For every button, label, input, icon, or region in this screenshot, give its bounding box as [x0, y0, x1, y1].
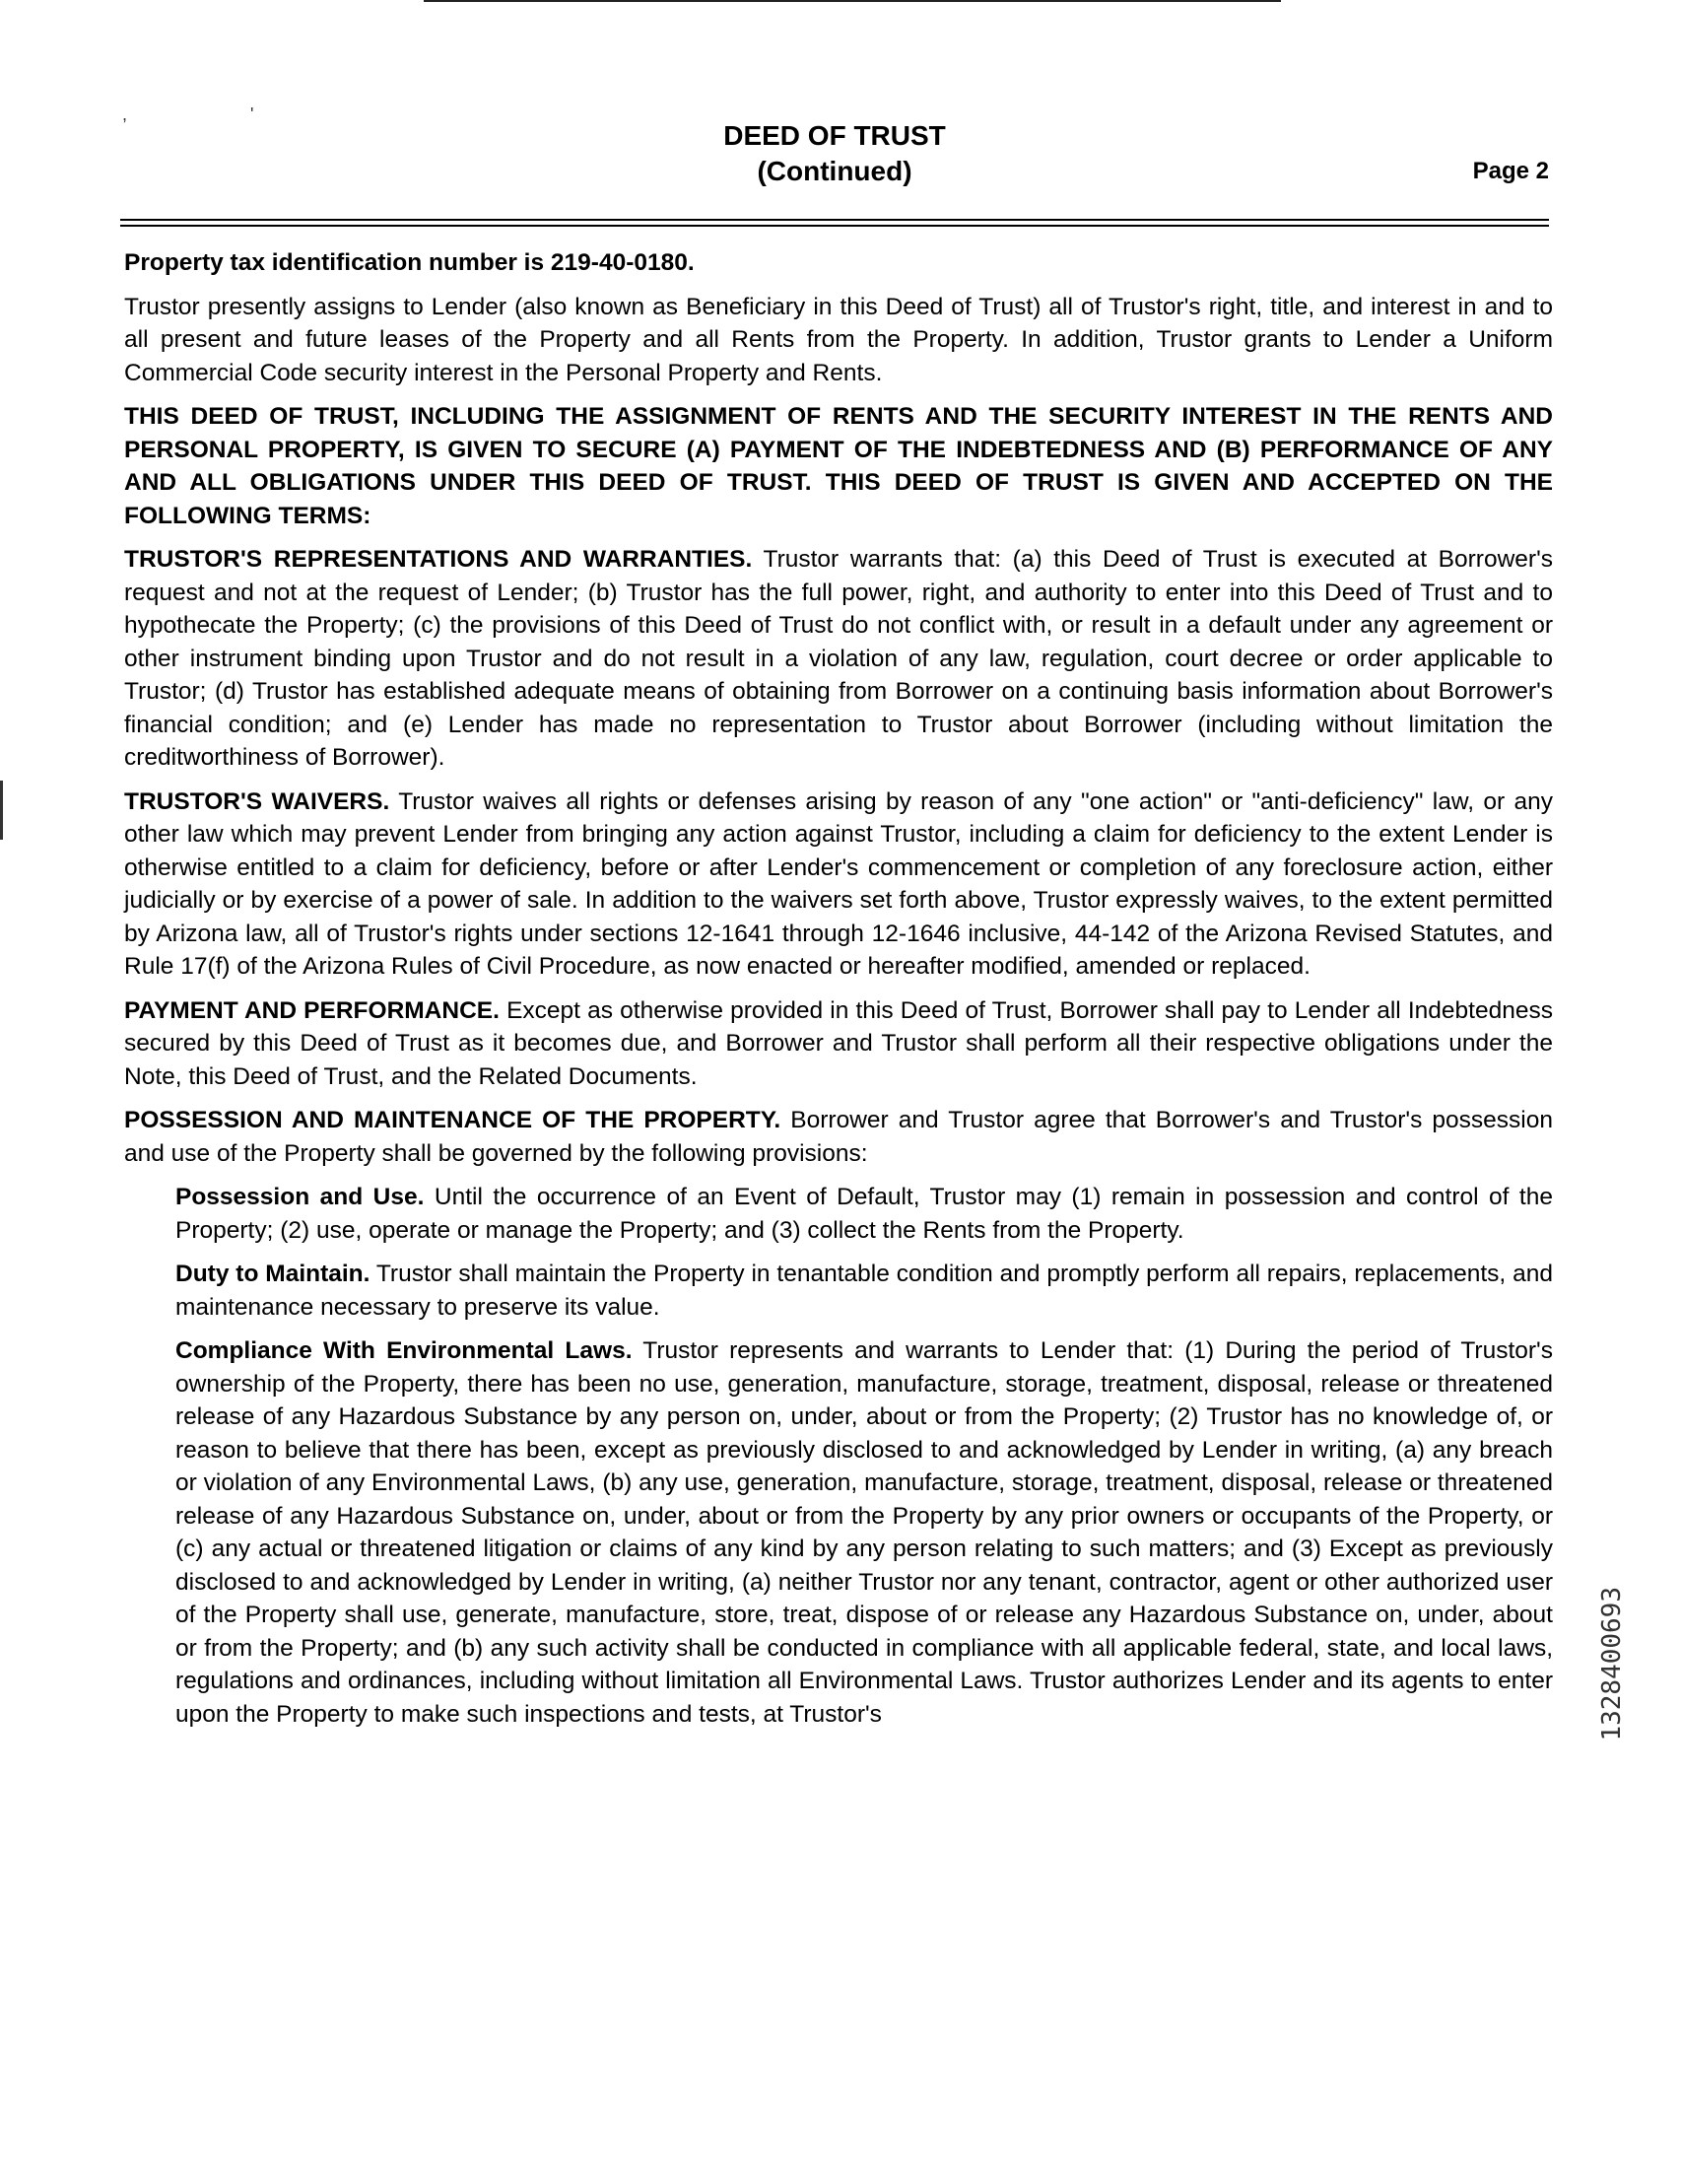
payment-body: Except as otherwise provided in this Deed of Trust, Borrower shall pay to Lender all Indebtedness secured by this Deed of Trust as it becomes due, and Borrower and Trustor shall perform all their respective obligations under the Note, this Deed of Trust, and the Related Documents.	[124, 996, 1553, 1090]
representations-heading: TRUSTOR'S REPRESENTATIONS AND WARRANTIES.	[124, 546, 753, 573]
scan-edge-mark	[0, 781, 3, 840]
possession-use-heading: Possession and Use.	[175, 1184, 425, 1210]
possession-paragraph	[124, 1104, 1553, 1170]
waivers-paragraph	[124, 785, 1553, 984]
duty-paragraph	[175, 1258, 1553, 1324]
recording-number: 1328400693	[1597, 1587, 1627, 1741]
waivers-heading: TRUSTOR'S WAIVERS.	[124, 787, 390, 815]
waivers-body: Trustor waives all rights or defenses arising by reason of any "one action" or "anti-deficiency" law, or any other law which may prevent Lender from bringing any action against Trustor, including a claim for deficiency to the extent Lender is otherwise entitled to a claim for deficiency, before or after Lender's commencement or completion of any foreclosure action, either judicially or by exercise of a power of sale. In addition to the waivers set forth above, Trustor expressly waives, to the extent permitted by Arizona law, all of Trustor's rights under sections 12-1641 through 12-1646 inclusive, 44-142 of the Arizona Revised Statutes, and Rule 17(f) of the Arizona Rules of Civil Procedure, as now enacted or hereafter modified, amended or replaced.	[124, 787, 1553, 980]
duty-body: Trustor shall maintain the Property in tenantable condition and promptly perform all repairs, replacements, and maintenance necessary to preserve its value.	[175, 1261, 1553, 1321]
possession-use-body: Until the occurrence of an Event of Default, Trustor may (1) remain in possession and control of the Property; (2) use, operate or manage the Property; and (3) collect the Rents from the Property.	[175, 1184, 1553, 1244]
assignment-paragraph: Trustor presently assigns to Lender (also known as Beneficiary in this Deed of Trust) all of Trustor's right, title, and interest in and to all present and future leases of the Property and all Rents from the Property. In addition, Trustor grants to Lender a Uniform Commercial Code security interest in the Personal Property and Rents.	[124, 293, 1553, 386]
page-header	[120, 118, 1549, 197]
representations-body: Trustor warrants that: (a) this Deed of Trust is executed at Borrower's request and not at the request of Lender; (b) Trustor has the full power, right, and authority to enter into this Deed of Trust and to hypothecate the Property; (c) the provisions of this Deed of Trust do not conflict with, or result in a default under any agreement or other instrument binding upon Trustor and do not result in a violation of any law, regulation, court decree or order applicable to Trustor; (d) Trustor has established adequate means of obtaining from Borrower on a continuing basis information about Borrower's financial condition; and (e) Lender has made no representation to Trustor about Borrower (including without limitation the creditworthiness of Borrower).	[124, 546, 1553, 771]
header-divider	[120, 219, 1549, 227]
top-edge-rule	[424, 0, 1281, 2]
possession-use-paragraph	[175, 1181, 1553, 1247]
environmental-heading: Compliance With Environmental Laws.	[175, 1337, 633, 1364]
environmental-body: Trustor represents and warrants to Lender that: (1) During the period of Trustor's ownership of the Property, there has been no use, generation, manufacture, storage, treatment, disposal, release or threatened release of any Hazardous Substance by any person on, under, about or from the Property; (2) Trustor has no knowledge of, or reason to believe that there has been, except as previously disclosed to and acknowledged by Lender in writing, (a) any breach or violation of any Environmental Laws, (b) any use, generation, manufacture, storage, treatment, disposal, release or threatened release of any Hazardous Substance on, under, about or from the Property by any prior owners or occupants of the Property, or (c) any actual or threatened litigation or claims of any kind by any person relating to such matters; and (3) Except as previously disclosed to and acknowledged by Lender in writing, (a) neither Trustor nor any tenant, contractor, agent or other authorized user of the Property shall use, generate, manufacture, store, treat, dispose of or release any Hazardous Substance on, under, about or from the Property; and (b) any such activity shall be conducted in compliance with all applicable federal, state, and local laws, regulations and ordinances, including without limitation all Environmental Laws. Trustor authorizes Lender and its agents to enter upon the Property to make such inspections and tests, at Trustor's	[175, 1337, 1553, 1728]
page-number: Page 2	[1472, 158, 1549, 184]
security-caps-paragraph: THIS DEED OF TRUST, INCLUDING THE ASSIGNMENT OF RENTS AND THE SECURITY INTEREST IN THE RENTS AND PERSONAL PROPERTY, IS GIVEN TO SECURE (A) PAYMENT OF THE INDEBTEDNESS AND (B) PERFORMANCE OF ANY AND ALL OBLIGATIONS UNDER THIS DEED OF TRUST. THIS DEED OF TRUST IS GIVEN AND ACCEPTED ON THE FOLLOWING TERMS:	[124, 403, 1553, 529]
document-subtitle: (Continued)	[757, 156, 912, 186]
environmental-paragraph	[175, 1334, 1553, 1731]
possession-body: Borrower and Trustor agree that Borrower's and Trustor's possession and use of the Property shall be governed by the following provisions:	[124, 1107, 1553, 1167]
document-body	[124, 246, 1553, 1741]
payment-paragraph	[124, 994, 1553, 1094]
document-title: DEED OF TRUST	[723, 120, 946, 151]
payment-heading: PAYMENT AND PERFORMANCE.	[124, 996, 500, 1024]
duty-heading: Duty to Maintain.	[175, 1261, 370, 1287]
tax-id-text: Property tax identification number is 219-40-0180.	[124, 249, 695, 276]
possession-heading: POSSESSION AND MAINTENANCE OF THE PROPERTY.	[124, 1107, 781, 1133]
scan-specks: , '	[122, 104, 313, 124]
representations-paragraph	[124, 543, 1553, 775]
document-title-block	[120, 118, 1549, 189]
tax-id-paragraph	[124, 246, 1553, 280]
